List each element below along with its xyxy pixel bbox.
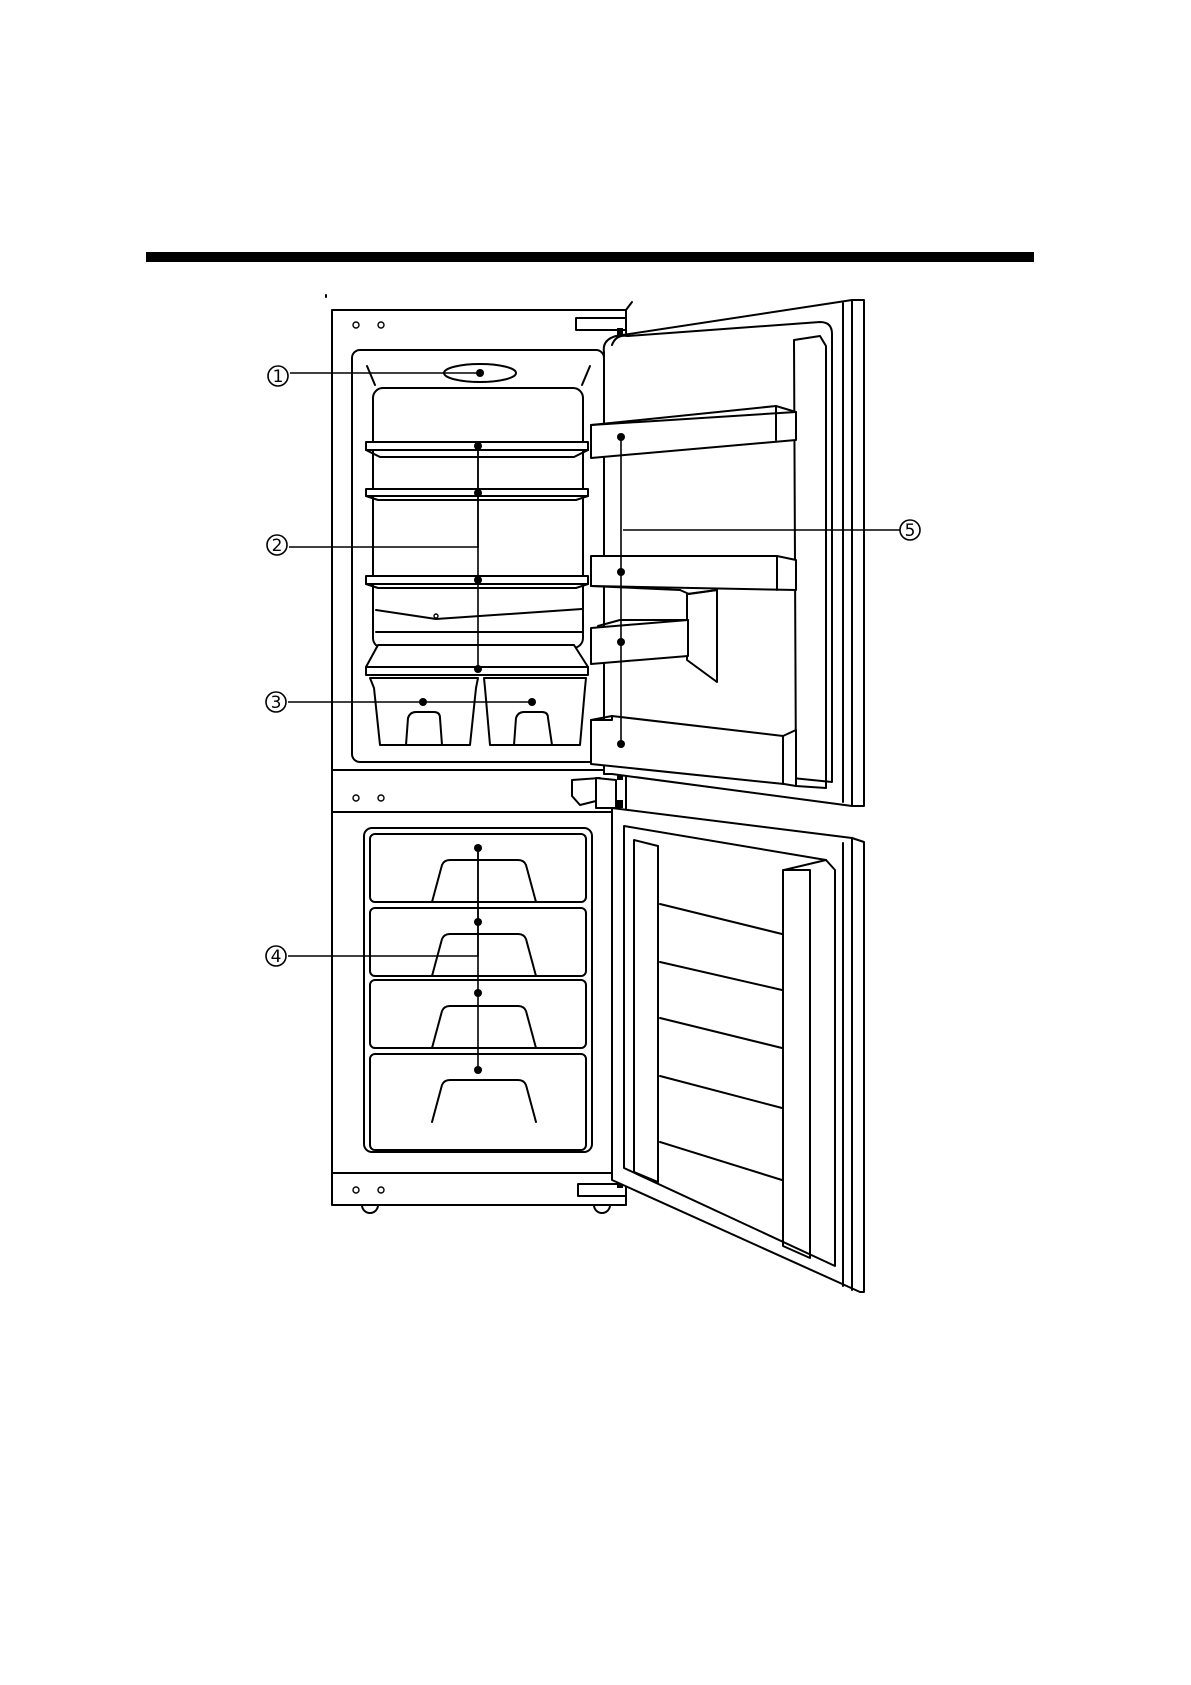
callout-1: [268, 366, 484, 387]
callout-3-label: 3: [270, 693, 282, 713]
header-rule: [146, 252, 1034, 262]
callout-2: [267, 442, 482, 673]
callout-4: [266, 844, 482, 1074]
crisper-drawers: [370, 678, 586, 745]
callout-1-label: 1: [272, 367, 284, 387]
callout-2-label: 2: [271, 536, 283, 556]
callout-5-label: 5: [904, 521, 916, 541]
fridge-door: [591, 300, 864, 806]
freezer-door: [612, 808, 864, 1292]
callout-4-label: 4: [270, 947, 282, 967]
glass-shelves: [366, 442, 588, 675]
